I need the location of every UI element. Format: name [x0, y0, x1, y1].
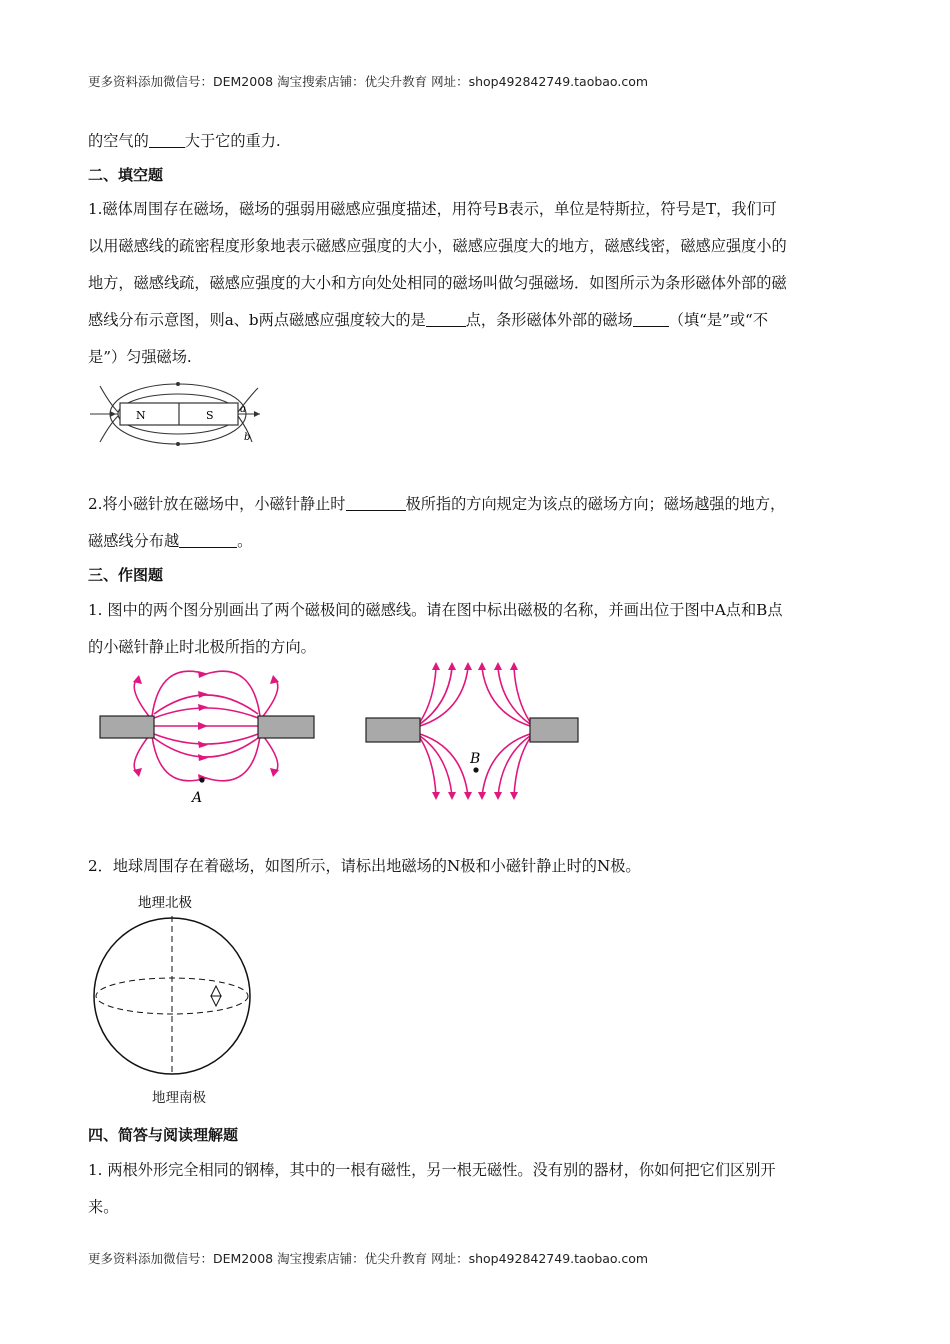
answer-blank-density[interactable]	[179, 533, 237, 548]
q2-line-1	[88, 493, 785, 514]
section-title-fill-in: 二、填空题	[88, 166, 164, 184]
point-a-label: a	[240, 404, 246, 415]
q1-line-1: 1.磁体周围存在磁场，磁场的强弱用磁感应强度描述，用符号B表示，单位是特斯拉，符号是T，我们可	[88, 200, 777, 218]
point-a-text: A	[192, 790, 203, 806]
magnet-right-a	[258, 716, 314, 738]
q2-line-2	[88, 530, 252, 551]
bar-magnet-figure	[88, 376, 278, 452]
magnet-left-a	[100, 716, 154, 738]
answer-q1-line-1: 1. 两根外形完全相同的钢棒，其中的一根有磁性，另一根无磁性。没有别的器材，你如何把它们区别开	[88, 1161, 776, 1179]
answer-blank-uniform[interactable]	[633, 312, 669, 327]
geographic-south-label: 地理南极	[152, 1090, 206, 1106]
q2-line-1-a: 2.将小磁针放在磁场中，小磁针静止时	[88, 495, 346, 513]
page-header: 更多资料添加微信号：DEM2008 淘宝搜索店铺：优尖升教育 网址：shop492842749.taobao.com	[88, 74, 649, 89]
small-compass-needle	[211, 986, 221, 1006]
answer-blank-pole[interactable]	[346, 496, 406, 511]
q1-line-5: 是”）匀强磁场.	[88, 348, 192, 366]
answer-q1-line-2: 来。	[88, 1198, 119, 1216]
q2-line-2-b: 。	[237, 532, 253, 550]
q2-line-1-b: 极所指的方向规定为该点的磁场方向；磁场越强的地方，	[405, 495, 786, 513]
field-figure-a	[98, 668, 320, 808]
point-a-dot	[199, 777, 204, 782]
magnet-right-b	[530, 718, 578, 742]
q1-line-4-b: 点，条形磁体外部的磁场	[465, 311, 633, 329]
continuation-text-b: 大于它的重力.	[184, 132, 281, 150]
geographic-north-label: 地理北极	[138, 895, 192, 911]
pole-s-label: S	[206, 409, 214, 422]
page-footer: 更多资料添加微信号：DEM2008 淘宝搜索店铺：优尖升教育 网址：shop492842749.taobao.com	[88, 1251, 649, 1266]
pole-n-label: N	[136, 409, 146, 422]
magnet-left-b	[366, 718, 420, 742]
q2-line-2-a: 磁感线分布越	[88, 532, 180, 550]
q1-line-2: 以用磁感线的疏密程度形象地表示磁感应强度的大小，磁感应强度大的地方，磁感线密，磁感应强度小的	[88, 237, 787, 255]
field-figure-b	[364, 660, 582, 806]
section-title-short-answer: 四、简答与阅读理解题	[88, 1126, 239, 1144]
point-b-dot	[473, 767, 478, 772]
answer-blank-point[interactable]	[426, 312, 466, 327]
q1-line-4-a: 感线分布示意图，则a、b两点磁感应强度较大的是	[88, 311, 426, 329]
draw-q2-line: 2．地球周围存在着磁场，如图所示，请标出地磁场的N极和小磁针静止时的N极。	[88, 857, 641, 875]
point-b-label: b	[244, 432, 251, 443]
q1-line-4	[88, 309, 768, 330]
point-b-text: B	[470, 751, 481, 767]
continuation-line	[88, 130, 281, 151]
answer-blank[interactable]	[149, 133, 185, 148]
continuation-text-a: 的空气的	[88, 132, 149, 150]
q1-line-4-c: （填“是”或“不	[668, 311, 769, 329]
earth-figure	[90, 890, 260, 1072]
draw-q1-line-2: 的小磁针静止时北极所指的方向。	[88, 638, 316, 656]
section-title-drawing: 三、作图题	[88, 566, 164, 584]
q1-line-3: 地方，磁感线疏，磁感应强度的大小和方向处处相同的磁场叫做匀强磁场．如图所示为条形磁体外部的磁	[88, 274, 787, 292]
draw-q1-line-1: 1. 图中的两个图分别画出了两个磁极间的磁感线。请在图中标出磁极的名称，并画出位于图中A点和B点	[88, 601, 783, 619]
